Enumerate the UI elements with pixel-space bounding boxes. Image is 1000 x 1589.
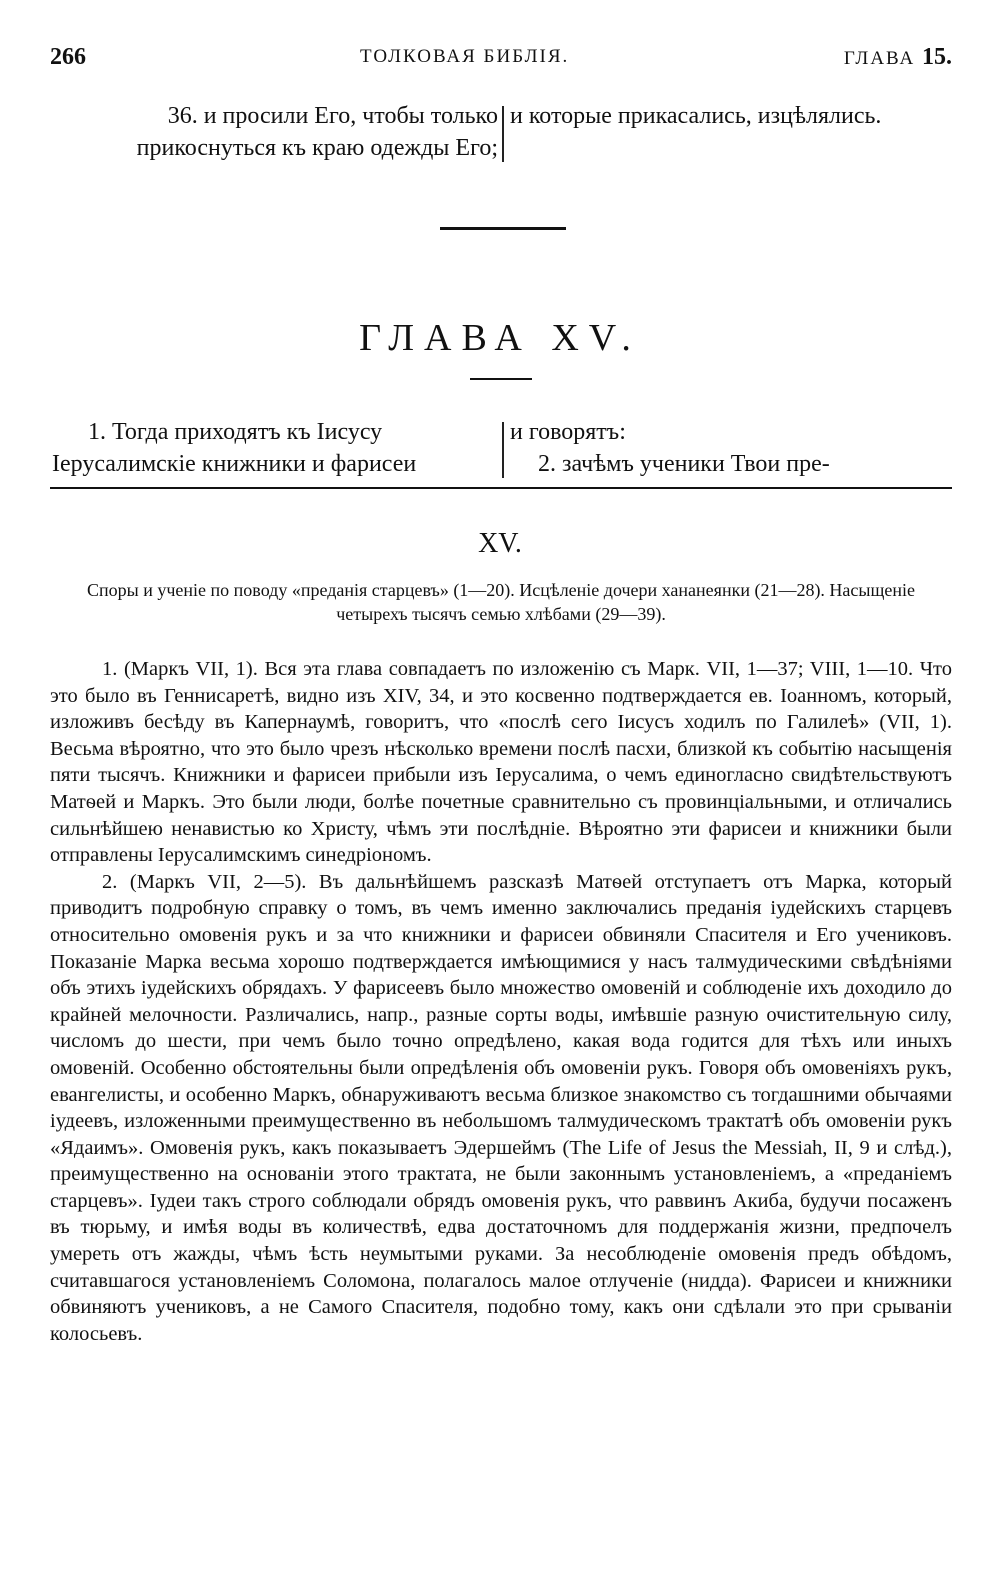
verse-left-column <box>52 100 498 164</box>
column-divider <box>502 422 504 478</box>
verse-line: 1. Тогда приходятъ къ Іисусу <box>88 419 383 445</box>
chapter-label: ГЛАВА <box>843 48 916 69</box>
running-title: ТОЛКОВАЯ БИБЛІЯ. <box>360 46 570 67</box>
verse-block-top <box>52 100 952 166</box>
verse-block-chapter <box>52 416 952 482</box>
chapter-indicator <box>844 44 952 71</box>
verse-line: и говорятъ: <box>510 419 626 445</box>
commentary-section-number: XV. <box>478 528 522 559</box>
text-commentary-divider <box>50 487 952 489</box>
commentary-paragraph: 2. (Маркъ VII, 2—5). Въ дальнѣйшемъ разсказѣ Матѳей отступаетъ отъ Марка, который приводитъ подробную справку о томъ, въ чемъ именно заключались преданія іудейскихъ старцевъ относительно омовенія рукъ и за что книжники и фарисеи обвиняли Спасителя и Его учениковъ. Показаніе Марка весьма хорошо подтверждается имѣющимися у насъ талмудическими свѣдѣніями объ этихъ іудейскихъ обрядахъ. У фарисеевъ было множество омовеній и соблюденіе ихъ доходило до крайней мелочности. Различались, напр., разные сорты воды, имѣвшіе разную очистительную силу, числомъ до шести, при чемъ было точно опредѣлено, какая вода годится для тѣхъ или иныхъ омовеній. Особенно обстоятельны были опредѣленія объ омовеніи рукъ. Говоря объ омовеніяхъ рукъ, евангелисты, и особенно Маркъ, обнаруживаютъ весьма близкое знакомство съ тогдашними обычаями іудеевъ, изложенными преимущественно въ небольшомъ талмудическомъ трактатѣ объ омовеніи рукъ «Ядаимъ». Омовенія рукъ, какъ показываетъ Эдершеймъ (The Life of Jesus the Messiah, II, 9 и слѣд.), преимущественно на основаніи этого трактата, не были законнымъ установленіемъ, а «преданіемъ старцевъ». Іудеи такъ строго соблюдали обрядъ омовенія рукъ, что раввинъ Акиба, будучи посаженъ въ тюрьму, и имѣя воды въ количествѣ, едва достаточномъ для поддержанія жизни, предпочелъ умереть отъ жажды, чѣмъ ѣсть неумытыми руками. За несоблюденіе омовенія предъ обѣдомъ, считавшагося установленіемъ Соломона, полагалось малое отлученіе (нидда). Фарисеи и книжники обвиняютъ учениковъ, а не Самого Спасителя, подобно тому, какъ они сдѣлали это при срываніи колосьевъ. <box>50 870 952 1345</box>
commentary-paragraph: 1. (Маркъ VII, 1). Вся эта глава совпадаетъ по изложенію съ Марк. VII, 1—37; VIII, 1—10. Что это было въ Геннисаретѣ, видно изъ XIV, 34, и это косвенно подтверждается ев. Іоанномъ, который, изложивъ бесѣду въ Капернаумѣ, говоритъ, что «послѣ сего Іисусъ ходилъ по Галилеѣ» (VII, 1). Весьма вѣроятно, что это было чрезъ нѣсколько времени послѣ пасхи, близкой къ событію насыщенія пяти тысячъ. Книжники и фарисеи прибыли изъ Іерусалима, о чемъ единогласно свидѣтельствуютъ Матѳей и Маркъ. Это были люди, болѣе почетные сравнительно съ провинціальными, и отличались сильнѣйшею ненавистью ко Христу, чѣмъ эти послѣдніе. Вѣроятно эти фарисеи и книжники были отправлены Іерусалимскимъ синедріономъ. <box>50 658 952 867</box>
verse-right-column <box>510 416 952 480</box>
verse-line: прикоснуться къ краю одежды Его; <box>136 135 498 161</box>
page-number: 266 <box>50 44 86 70</box>
verse-line: 2. зачѣмъ ученики Твои пре- <box>538 451 830 477</box>
chapter-summary: Споры и ученіе по поводу «преданія старцевъ» (1—20). Исцѣленіе дочери хананеянки (21—28). Насыщеніе четырехъ тысячъ семью хлѣбами (29—39). <box>87 580 915 624</box>
verse-line: и которые прикасались, изцѣлялись. <box>510 103 882 129</box>
commentary-body <box>50 656 952 1347</box>
column-divider <box>502 106 504 162</box>
verse-line: Іерусалимскіе книжники и фарисеи <box>52 451 417 477</box>
chapter-title: ГЛАВА XV. <box>359 317 641 359</box>
section-divider <box>440 227 566 230</box>
title-underline <box>470 378 532 380</box>
page-header <box>50 44 952 74</box>
verse-left-column <box>52 416 498 480</box>
verse-line: 36. и просили Его, чтобы только <box>167 103 498 129</box>
chapter-number: 15. <box>922 44 952 70</box>
verse-right-column <box>510 100 952 132</box>
